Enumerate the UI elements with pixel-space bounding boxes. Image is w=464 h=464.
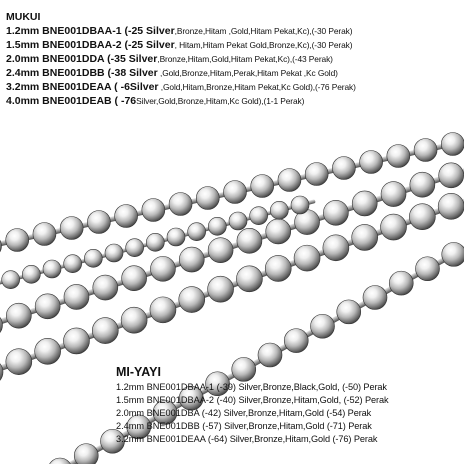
mi-yayi-row-code: 2.0mm BNE001DBA (-42) bbox=[116, 408, 222, 418]
mukui-row-spec: , Hitam,Hitam Pekat Gold,Bronze,Kc),(-30 Perak) bbox=[174, 40, 353, 50]
chain-ball bbox=[93, 275, 118, 300]
mi-yayi-row-code: 1.5mm BNE001DBAA-2 (-40) bbox=[116, 395, 236, 405]
chain-ball bbox=[105, 244, 123, 262]
mukui-row bbox=[6, 66, 462, 80]
chain-ball bbox=[265, 255, 291, 281]
mukui-row bbox=[6, 52, 462, 66]
mi-yayi-row-spec: Silver,Bronze,Black,Gold, (-50) Perak bbox=[236, 382, 387, 392]
mukui-row-spec: Silver,Gold,Bronze,Hitam,Kc Gold),(1-1 Perak) bbox=[136, 96, 305, 106]
mukui-row-code: 2.4mm BNE001DBB (-38 Silver bbox=[6, 67, 158, 79]
chain-ball bbox=[208, 217, 226, 235]
mukui-row-code: 4.0mm BNE001DEAB ( -76 bbox=[6, 95, 137, 107]
mukui-row-code: 1.5mm BNE001DBAA-2 (-25 Silver bbox=[6, 39, 175, 51]
chain-ball bbox=[150, 297, 176, 323]
chain-ball bbox=[363, 286, 387, 310]
mi-yayi-row-code: 3.2mm BNE001DEAA (-64) bbox=[116, 434, 228, 444]
chain-ball bbox=[305, 163, 328, 186]
chain-ball bbox=[92, 318, 118, 344]
chain-ball bbox=[48, 458, 72, 464]
chain-ball bbox=[237, 228, 262, 253]
chain-ball bbox=[266, 219, 291, 244]
chain-ball bbox=[381, 182, 406, 207]
chain-ball bbox=[35, 338, 61, 364]
chain-ball bbox=[278, 169, 301, 192]
chain-ball bbox=[352, 191, 377, 216]
chain-ball bbox=[251, 175, 274, 198]
chain-ball bbox=[291, 196, 309, 214]
mi-yayi-row bbox=[116, 420, 460, 433]
chain-ball bbox=[179, 247, 204, 272]
chain-ball bbox=[122, 266, 147, 291]
mukui-row-spec: ,Gold,Bronze,Hitam,Perak,Hitam Pekat ,Kc Gold) bbox=[157, 68, 338, 78]
mi-yayi-row bbox=[116, 433, 460, 446]
chain-ball bbox=[236, 266, 262, 292]
mukui-price-list bbox=[6, 10, 462, 108]
chain-ball bbox=[64, 284, 89, 309]
mi-yayi-rows bbox=[116, 381, 460, 446]
chain-ball bbox=[0, 235, 2, 258]
chain-ball bbox=[352, 224, 378, 250]
chain-ball bbox=[439, 163, 464, 188]
mi-yayi-row-code: 2.4mm BNE001DBB (-57) bbox=[116, 421, 222, 431]
chain-ball bbox=[250, 207, 268, 225]
mukui-row-code: 3.2mm BNE001DEAA ( -6Silver bbox=[6, 81, 159, 93]
chain-ball bbox=[2, 271, 20, 289]
chain-ball bbox=[294, 245, 320, 271]
chain-ball bbox=[6, 349, 32, 375]
chain-ball bbox=[224, 181, 247, 204]
chain-ball bbox=[188, 223, 206, 241]
chain-ball bbox=[142, 199, 165, 222]
chain-ball bbox=[146, 233, 164, 251]
chain-ball bbox=[208, 276, 234, 302]
chain-ball bbox=[381, 214, 407, 240]
chain-ball bbox=[115, 205, 138, 228]
mi-yayi-row bbox=[116, 407, 460, 420]
chain-ball bbox=[22, 265, 40, 283]
chain-ball bbox=[410, 172, 435, 197]
mi-yayi-row bbox=[116, 381, 460, 394]
chain-ball bbox=[150, 256, 175, 281]
mi-yayi-row-spec: Silver,Bronze,Hitam,Gold, (-52) Perak bbox=[236, 395, 389, 405]
chain-ball bbox=[87, 211, 110, 234]
mi-yayi-row-code: 1.2mm BNE001DBAA-1 (-39) bbox=[116, 382, 236, 392]
chain-ball bbox=[0, 313, 3, 338]
chain-ball bbox=[332, 157, 355, 180]
chain-ball bbox=[179, 287, 205, 313]
chain-ball bbox=[311, 314, 335, 338]
chain-ball bbox=[442, 242, 464, 266]
chain-ball bbox=[74, 444, 98, 464]
chain-ball bbox=[387, 145, 410, 168]
mukui-row-spec: ,Bronze,Hitam ,Gold,Hitam Pekat,Kc),(-30 Perak) bbox=[174, 26, 353, 36]
chain-ball bbox=[416, 257, 440, 281]
mukui-row-code: 1.2mm BNE001DBAA-1 (-25 Silver bbox=[6, 25, 175, 37]
chain-ball bbox=[196, 187, 219, 210]
chain-ball bbox=[121, 307, 147, 333]
chain-ball bbox=[64, 255, 82, 273]
mukui-row-spec: ,Gold,Hitam,Bronze,Hitam Pekat,Kc Gold),(-76 Perak) bbox=[158, 82, 356, 92]
chain-ball bbox=[0, 359, 3, 385]
chain-ball bbox=[84, 249, 102, 267]
chain-ball bbox=[438, 193, 464, 219]
mi-yayi-row-spec: Silver,Bronze,Hitam,Gold (-71) Perak bbox=[221, 421, 372, 431]
mukui-row-code: 2.0mm BNE001DDA (-35 Silver bbox=[6, 53, 158, 65]
mukui-heading: MUKUI bbox=[6, 11, 41, 23]
chain-ball bbox=[169, 193, 192, 216]
mukui-rows bbox=[6, 24, 462, 108]
chain-ball bbox=[337, 300, 361, 324]
chain-ball bbox=[270, 201, 288, 219]
mukui-row bbox=[6, 94, 462, 108]
mukui-row bbox=[6, 80, 462, 94]
chain-ball bbox=[441, 133, 464, 156]
chain-ball bbox=[284, 329, 308, 353]
chain-ball bbox=[60, 217, 83, 240]
chain-ball bbox=[126, 239, 144, 257]
chain-ball bbox=[63, 328, 89, 354]
chain-ball bbox=[208, 238, 233, 263]
mi-yayi-price-list bbox=[116, 364, 460, 446]
chain-ball bbox=[6, 229, 29, 252]
chain-ball bbox=[33, 223, 56, 246]
chain-ball bbox=[360, 151, 383, 174]
chain-ball bbox=[43, 260, 61, 278]
chain-ball bbox=[323, 200, 348, 225]
chain-ball bbox=[6, 303, 31, 328]
mukui-row bbox=[6, 38, 462, 52]
chain-ball bbox=[409, 204, 435, 230]
chain-ball bbox=[229, 212, 247, 230]
chain-ball bbox=[389, 271, 413, 295]
mi-yayi-row bbox=[116, 394, 460, 407]
chain-ball bbox=[323, 235, 349, 261]
mukui-row bbox=[6, 24, 462, 38]
mi-yayi-row-spec: Silver,Bronze,Hitam,Gold (-54) Perak bbox=[221, 408, 372, 418]
chain-ball bbox=[414, 139, 437, 162]
mukui-row-spec: ,Bronze,Hitam,Gold,Hitam Pekat,Kc),(-43 Perak) bbox=[157, 54, 333, 64]
chain-ball bbox=[167, 228, 185, 246]
chain-ball bbox=[35, 294, 60, 319]
mi-yayi-row-spec: Silver,Bronze,Hitam,Gold (-76) Perak bbox=[227, 434, 378, 444]
mi-yayi-heading: MI-YAYI bbox=[116, 365, 161, 379]
